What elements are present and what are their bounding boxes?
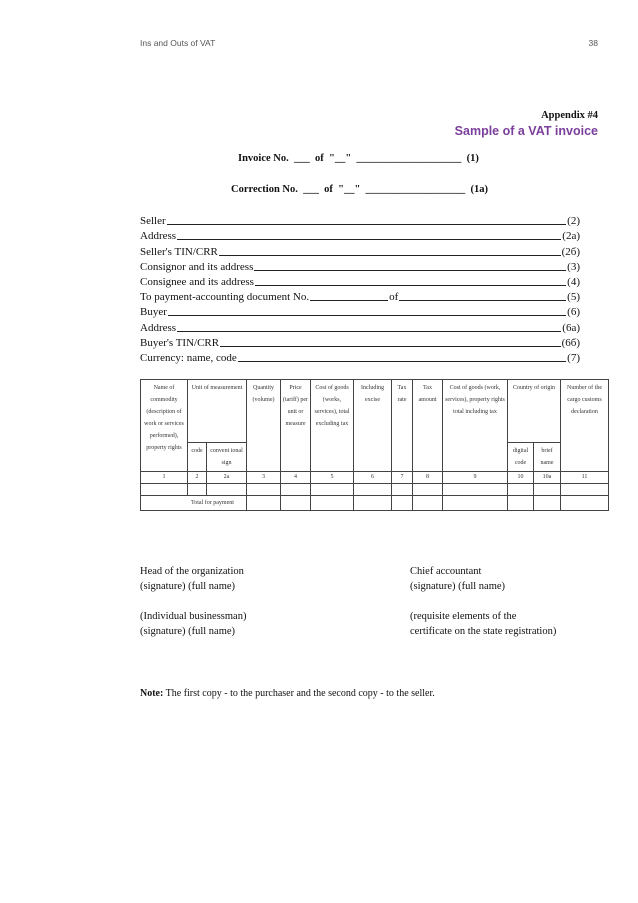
col-number: 6 bbox=[354, 472, 392, 484]
field-ref: (4) bbox=[567, 275, 580, 288]
fill-line[interactable] bbox=[220, 346, 560, 347]
field-label: Consignor and its address bbox=[140, 260, 254, 273]
fill-line-date[interactable] bbox=[399, 300, 566, 301]
col-excise: Including excise bbox=[354, 380, 392, 472]
correction-label: Correction No. bbox=[231, 184, 298, 195]
col-quantity: Quantity (volume) bbox=[247, 380, 281, 472]
field-label: Seller bbox=[140, 215, 166, 228]
signature-registration-certificate bbox=[410, 609, 556, 639]
field-ref: (2a) bbox=[562, 230, 580, 243]
field-buyer-tin bbox=[140, 335, 580, 350]
fill-line[interactable] bbox=[167, 224, 567, 225]
col-number: 1 bbox=[141, 472, 188, 484]
invoice-fields bbox=[140, 213, 580, 365]
table-row bbox=[141, 484, 609, 496]
col-number: 11 bbox=[561, 472, 609, 484]
signature-head-organization bbox=[140, 564, 244, 594]
signature-caption: (signature) (full name) bbox=[140, 626, 236, 637]
fill-line[interactable] bbox=[255, 285, 566, 286]
book-title: Ins and Outs of VAT bbox=[140, 38, 216, 48]
signature-role: Head of the organization bbox=[140, 566, 244, 577]
field-label: Currency: name, code bbox=[140, 351, 237, 364]
col-unit-code: code bbox=[188, 443, 207, 472]
fill-line[interactable] bbox=[238, 361, 566, 362]
field-label: Consignee and its address bbox=[140, 275, 254, 288]
table-cell[interactable] bbox=[247, 496, 281, 511]
table-cell[interactable] bbox=[561, 496, 609, 511]
table-cell[interactable] bbox=[311, 496, 354, 511]
col-commodity-name: Name of commodity (description of work or services performed), property rights bbox=[141, 380, 188, 472]
col-number: 3 bbox=[247, 472, 281, 484]
note-label: Note: bbox=[140, 688, 164, 699]
fill-line[interactable] bbox=[177, 239, 561, 240]
col-price: Price (tariff) per unit or measure bbox=[281, 380, 311, 472]
field-ref: (7) bbox=[567, 351, 580, 364]
col-tax-amount: Tax amount bbox=[413, 380, 443, 472]
invoice-of: of bbox=[315, 153, 324, 164]
appendix-label: Appendix #4 bbox=[541, 110, 598, 121]
field-seller-address bbox=[140, 228, 580, 243]
table-cell[interactable] bbox=[354, 484, 392, 496]
table-cell[interactable] bbox=[141, 484, 188, 496]
correction-blank-date: ___________________ bbox=[365, 184, 466, 195]
invoice-number-line bbox=[0, 153, 638, 164]
signature-chief-accountant bbox=[410, 564, 505, 594]
table-cell[interactable] bbox=[508, 496, 534, 511]
field-ref: (6a) bbox=[562, 321, 580, 334]
field-label: Address bbox=[140, 321, 177, 334]
table-cell[interactable] bbox=[561, 484, 609, 496]
table-header-row bbox=[141, 380, 609, 443]
fill-line[interactable] bbox=[168, 315, 566, 316]
invoice-date-quote: "__" bbox=[329, 153, 352, 164]
invoice-blank-number: ___ bbox=[294, 153, 310, 164]
field-buyer bbox=[140, 304, 580, 319]
field-seller-tin bbox=[140, 243, 580, 258]
signature-individual-businessman bbox=[140, 609, 246, 639]
signature-role: (Individual businessman) bbox=[140, 611, 247, 622]
field-ref: (5) bbox=[567, 291, 580, 304]
table-cell[interactable] bbox=[354, 496, 392, 511]
field-seller bbox=[140, 213, 580, 228]
col-country-origin: Country of origin bbox=[508, 380, 561, 443]
correction-blank-number: ___ bbox=[303, 184, 319, 195]
col-customs-declaration: Number of the cargo customs declaration bbox=[561, 380, 609, 472]
table-cell[interactable] bbox=[188, 484, 207, 496]
field-consignee bbox=[140, 274, 580, 289]
fill-line[interactable] bbox=[254, 270, 566, 271]
field-label: To payment-accounting document No. bbox=[140, 291, 310, 304]
field-ref: (6) bbox=[567, 306, 580, 319]
col-cost-excl-tax: Cost of goods (works, services), total excluding tax bbox=[311, 380, 354, 472]
table-cell[interactable] bbox=[392, 496, 413, 511]
col-number: 9 bbox=[443, 472, 508, 484]
col-country-brief-name: brief name bbox=[534, 443, 561, 472]
col-cost-incl-tax: Cost of goods (work, services), property rights total including tax bbox=[443, 380, 508, 472]
field-label: Seller's TIN/CRR bbox=[140, 245, 218, 258]
fill-line-number[interactable] bbox=[310, 300, 388, 301]
col-number: 5 bbox=[311, 472, 354, 484]
signature-role: Chief accountant bbox=[410, 566, 482, 577]
col-number: 8 bbox=[413, 472, 443, 484]
correction-ref: (1a) bbox=[470, 184, 489, 195]
fill-line[interactable] bbox=[177, 331, 561, 332]
table-cell[interactable] bbox=[281, 496, 311, 511]
correction-of: of bbox=[324, 184, 333, 195]
table-cell[interactable] bbox=[443, 496, 508, 511]
table-cell[interactable] bbox=[443, 484, 508, 496]
col-country-digital-code: digital code bbox=[508, 443, 534, 472]
note-text: The first copy - to the purchaser and the second copy - to the seller. bbox=[165, 688, 435, 699]
col-number: 2a bbox=[207, 472, 247, 484]
table-cell[interactable] bbox=[281, 484, 311, 496]
col-tax-rate: Tax rate bbox=[392, 380, 413, 472]
field-label: Address bbox=[140, 230, 177, 243]
page-number: 38 bbox=[588, 38, 598, 48]
table-cell[interactable] bbox=[508, 484, 534, 496]
table-cell[interactable] bbox=[207, 484, 247, 496]
col-unit-conventional-sign: convent ional sign bbox=[207, 443, 247, 472]
col-number: 10a bbox=[534, 472, 561, 484]
table-cell[interactable] bbox=[413, 496, 443, 511]
signature-caption: (signature) (full name) bbox=[410, 581, 506, 592]
field-ref: (2) bbox=[567, 215, 580, 228]
document-title: Sample of a VAT invoice bbox=[454, 124, 598, 138]
table-cell[interactable] bbox=[247, 484, 281, 496]
col-unit-measurement: Unit of measurement bbox=[188, 380, 247, 443]
table-cell[interactable] bbox=[534, 484, 561, 496]
field-ref: (6б) bbox=[561, 336, 580, 349]
total-row bbox=[141, 496, 609, 511]
invoice-label: Invoice No. bbox=[238, 153, 289, 164]
field-currency bbox=[140, 350, 580, 365]
field-buyer-address bbox=[140, 319, 580, 334]
invoice-blank-date: ____________________ bbox=[356, 153, 462, 164]
correction-number-line bbox=[0, 184, 638, 195]
signature-caption: (signature) (full name) bbox=[140, 581, 236, 592]
table-cell[interactable] bbox=[311, 484, 354, 496]
field-label: Buyer's TIN/CRR bbox=[140, 336, 220, 349]
note bbox=[140, 688, 435, 699]
field-ref: (2б) bbox=[561, 245, 580, 258]
field-ref: (3) bbox=[567, 260, 580, 273]
fill-line[interactable] bbox=[219, 255, 561, 256]
correction-date-quote: "__" bbox=[338, 184, 361, 195]
table-cell[interactable] bbox=[413, 484, 443, 496]
running-header bbox=[140, 38, 598, 48]
invoice-ref: (1) bbox=[466, 153, 479, 164]
signature-caption: certificate on the state registration) bbox=[410, 626, 557, 637]
invoice-table bbox=[140, 379, 609, 511]
col-number: 4 bbox=[281, 472, 311, 484]
col-number: 10 bbox=[508, 472, 534, 484]
col-number: 2 bbox=[188, 472, 207, 484]
field-label: Buyer bbox=[140, 306, 167, 319]
field-of: of bbox=[389, 291, 399, 304]
field-payment-document bbox=[140, 289, 580, 304]
col-number: 7 bbox=[392, 472, 413, 484]
field-consignor bbox=[140, 259, 580, 274]
table-cell[interactable] bbox=[534, 496, 561, 511]
table-cell[interactable] bbox=[392, 484, 413, 496]
column-number-row bbox=[141, 472, 609, 484]
total-label: Total for payment bbox=[141, 496, 247, 511]
signature-role: (requisite elements of the bbox=[410, 611, 517, 622]
